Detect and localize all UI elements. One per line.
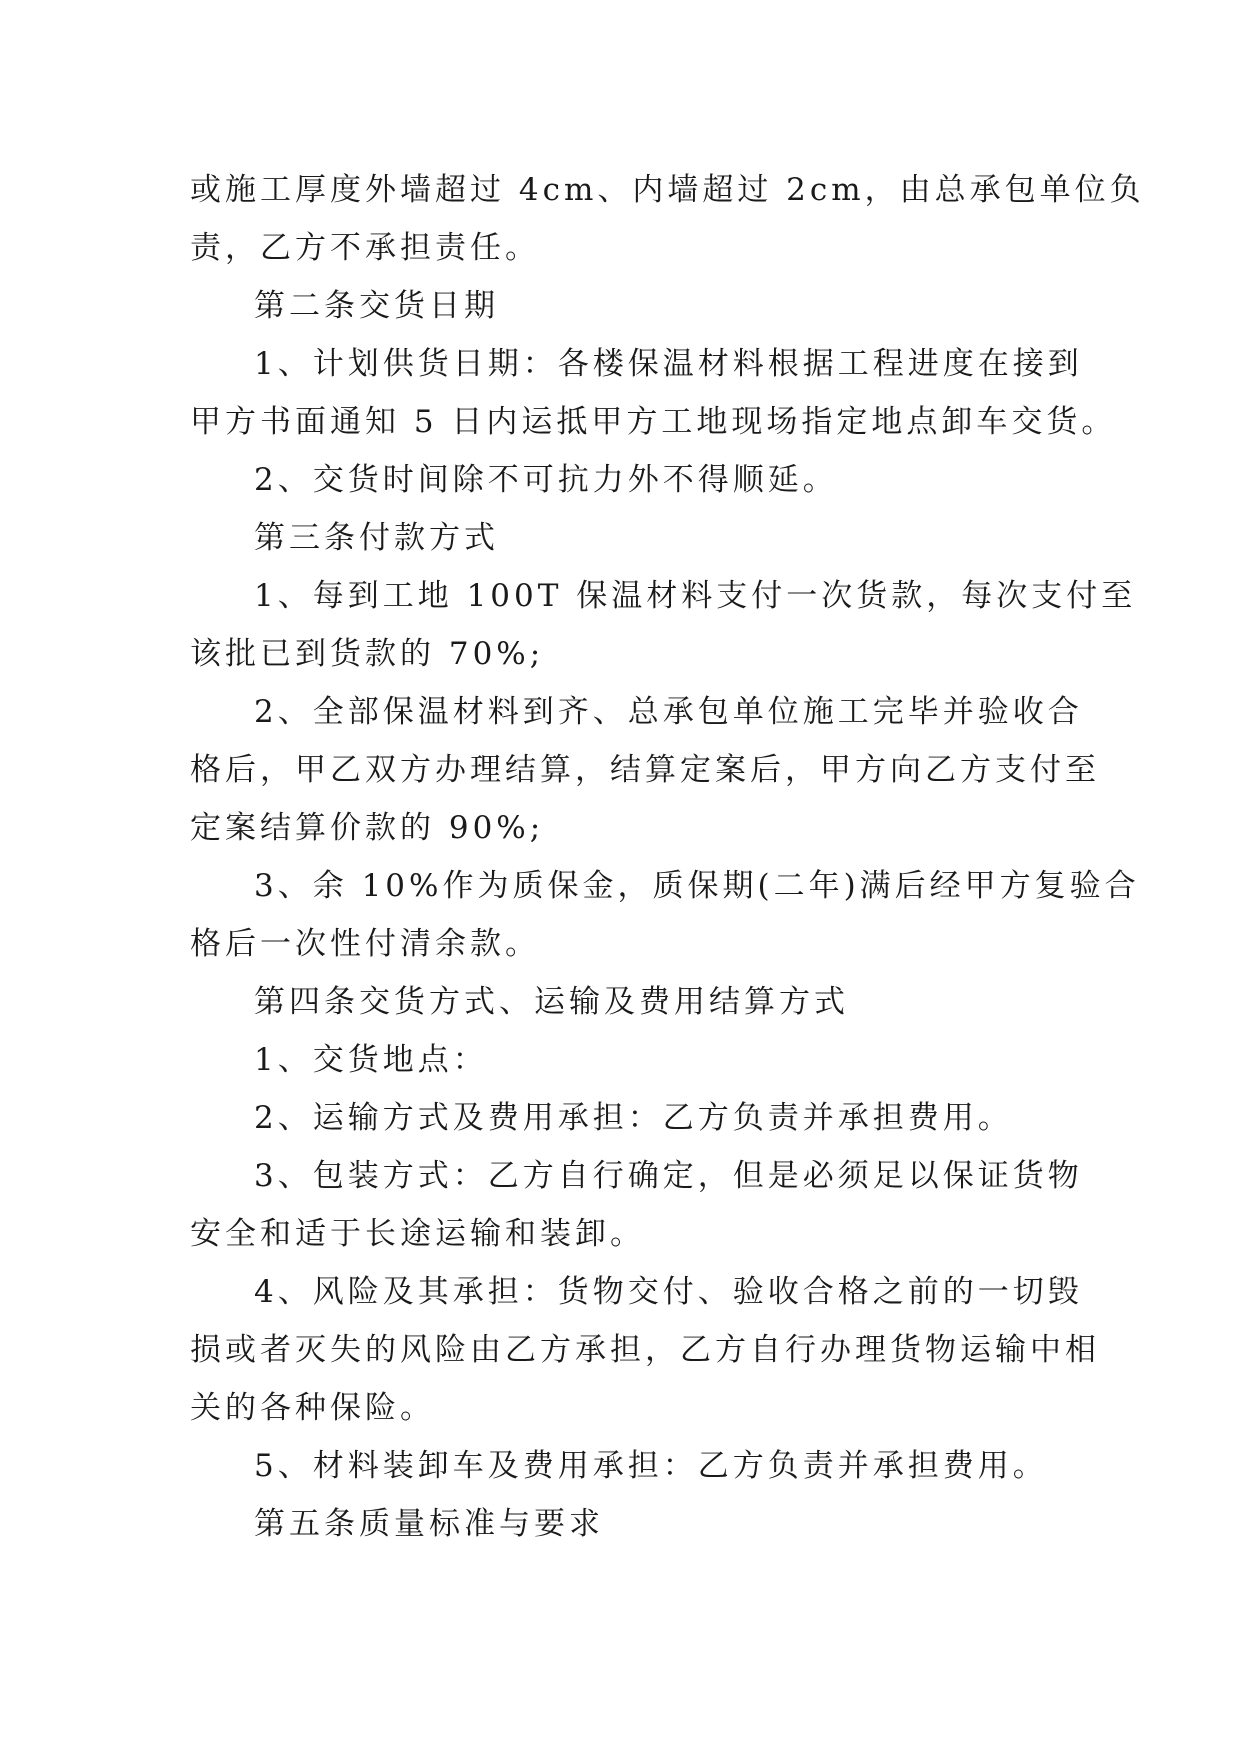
text-line: 3、余 10%作为质保金，质保期(二年)满后经甲方复验合	[254, 868, 1140, 904]
text-line: 1、交货地点：	[254, 1042, 488, 1078]
text-line: 格后，甲乙双方办理结算，结算定案后，甲方向乙方支付至	[190, 752, 1100, 788]
section-heading: 第四条交货方式、运输及费用结算方式	[254, 984, 849, 1020]
text-line: 损或者灭失的风险由乙方承担，乙方自行办理货物运输中相	[190, 1332, 1100, 1368]
text-line: 1、每到工地 100T 保温材料支付一次货款，每次支付至	[254, 578, 1137, 614]
text-line: 关的各种保险。	[190, 1390, 435, 1426]
text-line: 2、全部保温材料到齐、总承包单位施工完毕并验收合	[254, 694, 1083, 730]
text-line: 2、运输方式及费用承担：乙方负责并承担费用。	[254, 1100, 1013, 1136]
section-heading: 第五条质量标准与要求	[254, 1506, 604, 1542]
document-body	[190, 161, 1145, 1553]
text-line: 责，乙方不承担责任。	[190, 230, 540, 266]
text-line: 5、材料装卸车及费用承担：乙方负责并承担费用。	[254, 1448, 1048, 1484]
text-line: 安全和适于长途运输和装卸。	[190, 1216, 645, 1252]
text-line: 1、计划供货日期：各楼保温材料根据工程进度在接到	[254, 346, 1083, 382]
text-line: 甲方书面通知 5 日内运抵甲方工地现场指定地点卸车交货。	[190, 404, 1117, 440]
text-line: 3、包装方式：乙方自行确定，但是必须足以保证货物	[254, 1158, 1083, 1194]
section-heading: 第二条交货日期	[254, 288, 499, 324]
text-line: 该批已到货款的 70%;	[190, 636, 545, 672]
section-heading: 第三条付款方式	[254, 520, 499, 556]
text-line: 4、风险及其承担：货物交付、验收合格之前的一切毁	[254, 1274, 1083, 1310]
text-line: 或施工厚度外墙超过 4cm、内墙超过 2cm，由总承包单位负	[190, 172, 1145, 208]
text-line: 格后一次性付清余款。	[190, 926, 540, 962]
text-line: 定案结算价款的 90%;	[190, 810, 545, 846]
text-line: 2、交货时间除不可抗力外不得顺延。	[254, 462, 838, 498]
